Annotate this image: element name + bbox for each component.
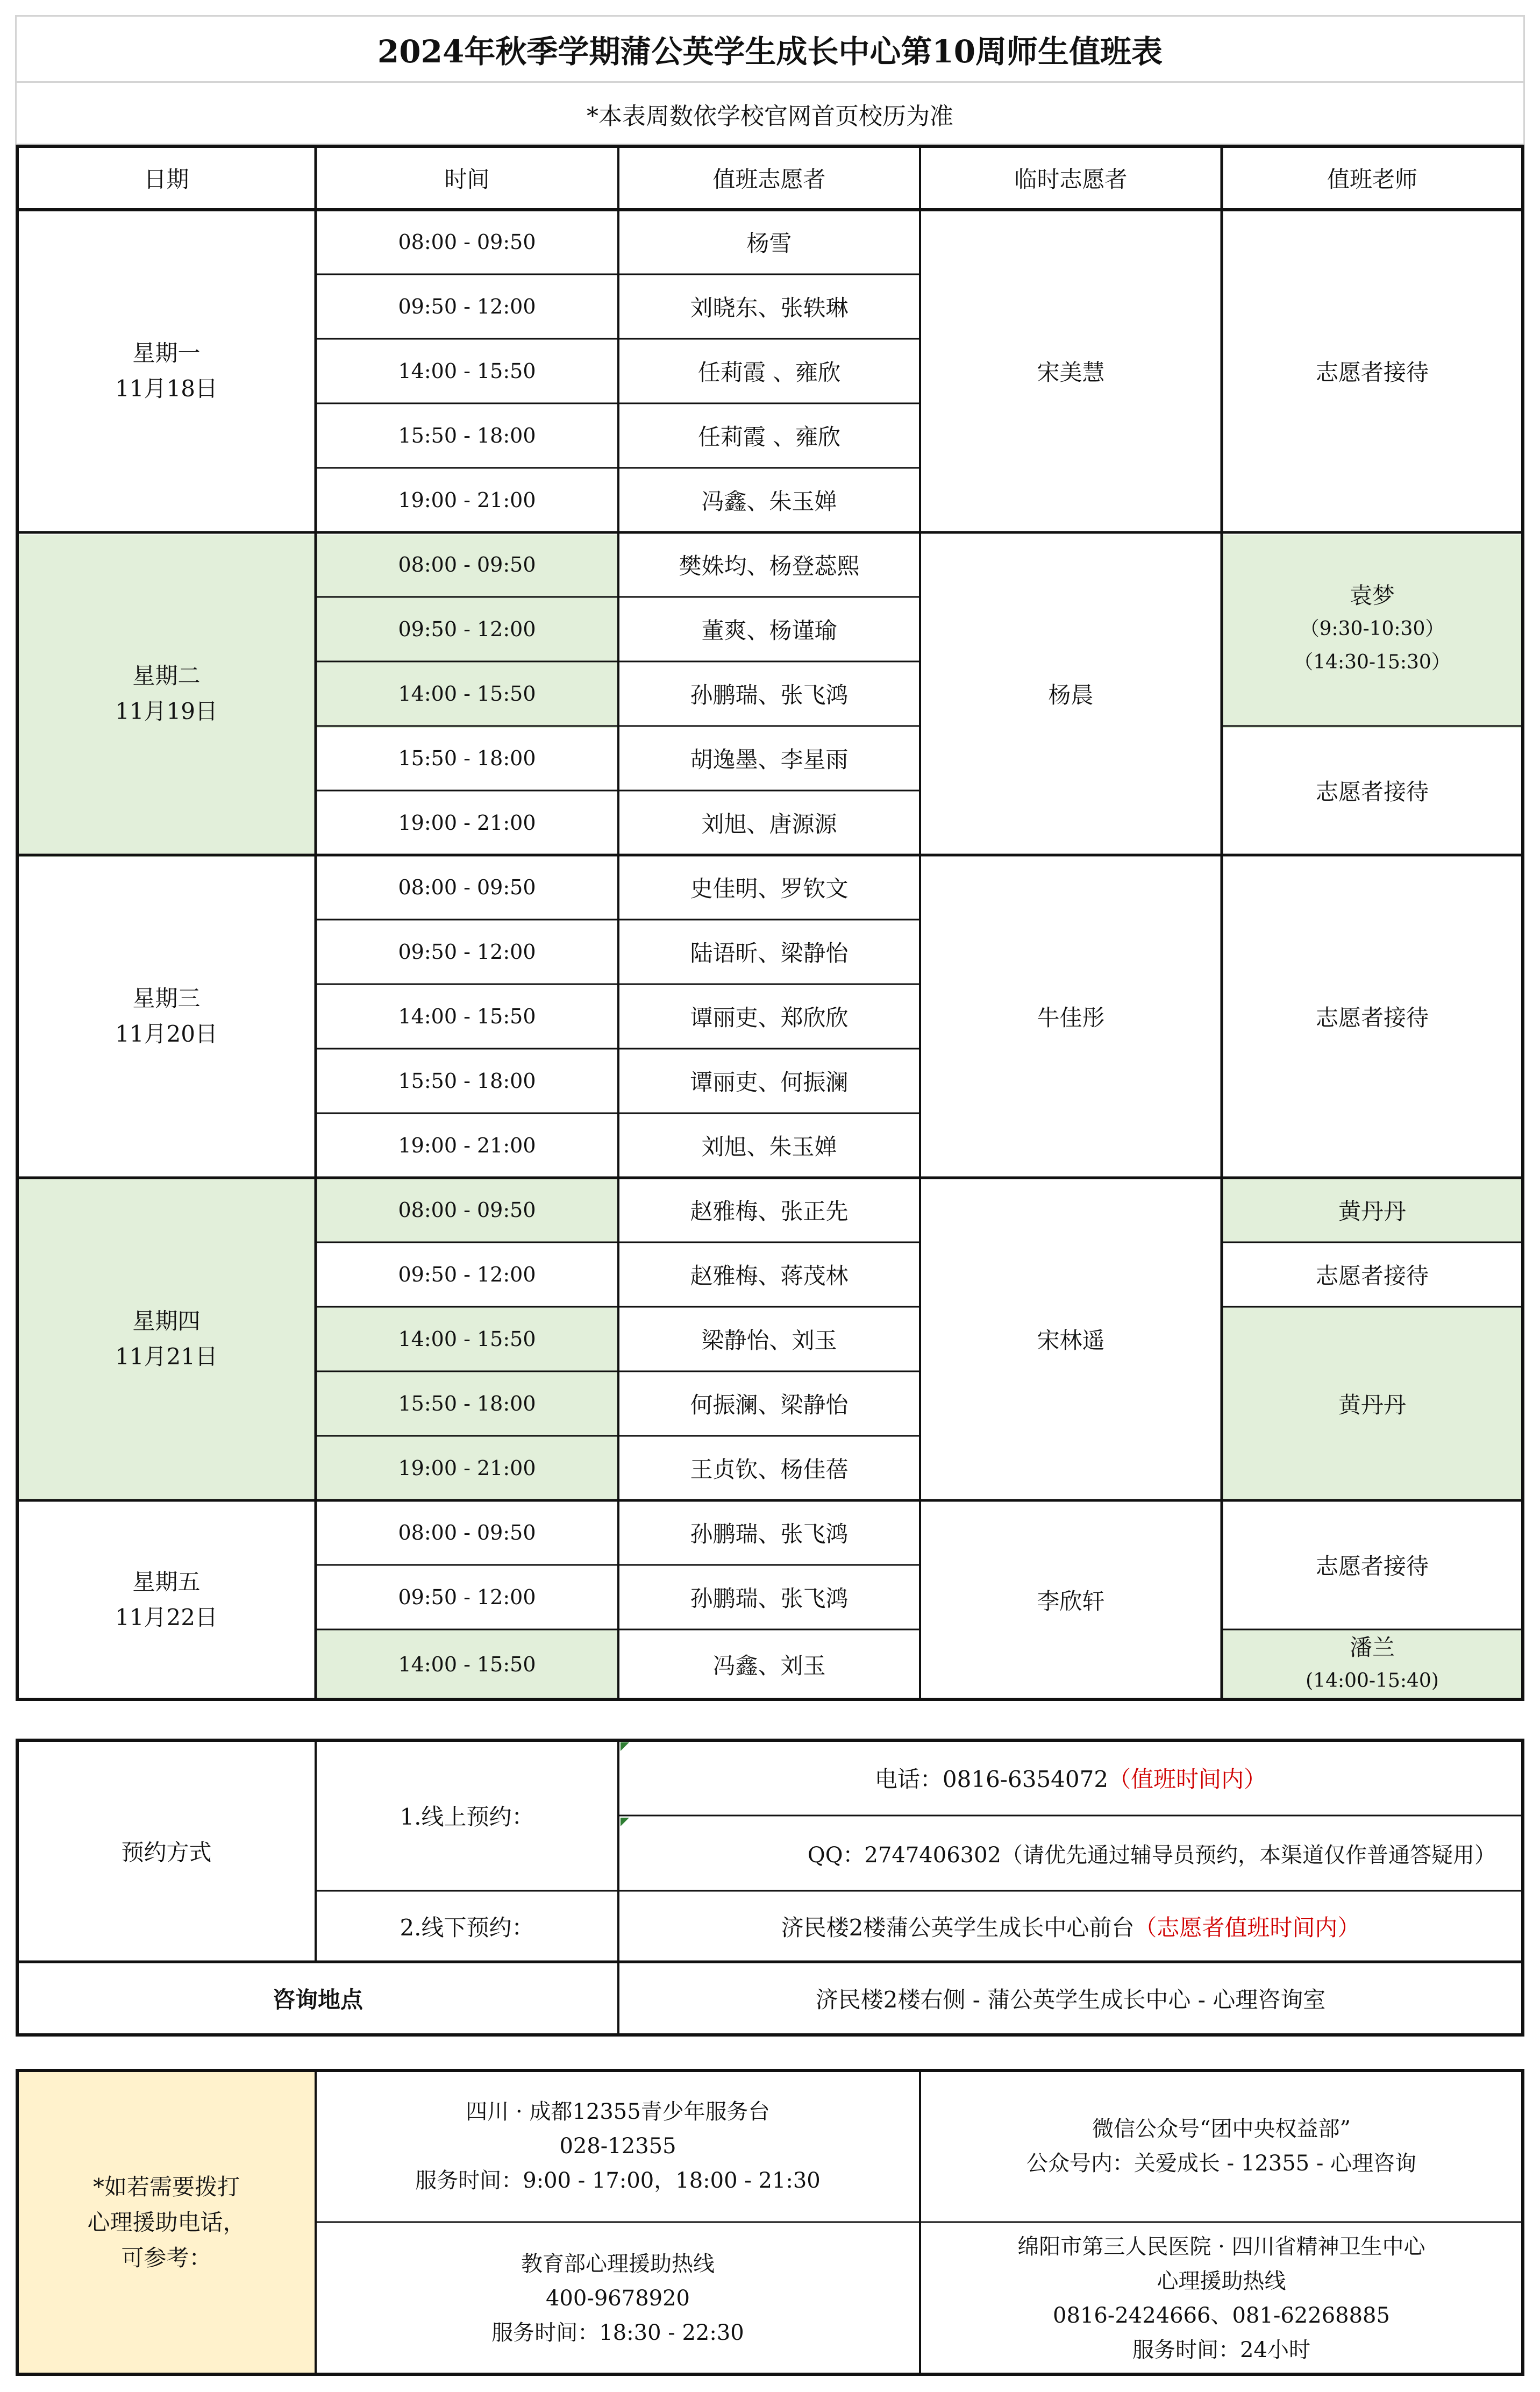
teacher-hours: （9:30-10:30） bbox=[1300, 618, 1445, 640]
time-slot: 08:00 - 09:50 bbox=[398, 875, 536, 899]
time-slot: 09:50 - 12:00 bbox=[398, 940, 536, 964]
date: 11月21日 bbox=[115, 1343, 218, 1370]
time-slot: 15:50 - 18:00 bbox=[398, 1069, 536, 1093]
time-slot: 14:00 - 15:50 bbox=[398, 1653, 536, 1676]
day-cell bbox=[17, 210, 316, 532]
time-slot: 09:50 - 12:00 bbox=[398, 617, 536, 641]
offline-place: 济民楼2楼蒲公英学生成长中心前台 bbox=[781, 1914, 1135, 1941]
time-slot: 09:50 - 12:00 bbox=[398, 1263, 536, 1286]
time-slot: 14:00 - 15:50 bbox=[398, 359, 536, 383]
offline-booking-label: 2.线下预约： bbox=[400, 1914, 534, 1941]
volunteer-names: 任莉霞 、雍欣 bbox=[697, 359, 841, 386]
volunteer-names: 史佳明、罗钦文 bbox=[690, 875, 849, 902]
day-cell bbox=[17, 855, 316, 1178]
temp-volunteer: 宋林遥 bbox=[1037, 1327, 1105, 1354]
hotline-line: 教育部心理援助热线 bbox=[521, 2251, 715, 2276]
time-slot: 19:00 - 21:00 bbox=[398, 811, 536, 835]
weekday: 星期三 bbox=[132, 985, 201, 1012]
volunteer-names: 刘旭、唐源源 bbox=[701, 811, 837, 837]
hotline-mianyang bbox=[920, 2222, 1523, 2374]
volunteer-names: 冯鑫、刘玉 bbox=[712, 1653, 826, 1679]
teacher: 志愿者接待 bbox=[1315, 1553, 1429, 1579]
time-slot: 15:50 - 18:00 bbox=[398, 746, 536, 770]
teacher: 黄丹丹 bbox=[1338, 1198, 1406, 1225]
volunteer-names: 刘旭、朱玉婵 bbox=[701, 1134, 837, 1160]
hotline-line: 公众号内：关爱成长 - 12355 - 心理咨询 bbox=[1026, 2151, 1417, 2176]
hotline-line: 0816-2424666、081-62268885 bbox=[1053, 2303, 1390, 2328]
hotline-label-line: 心理援助电话， bbox=[87, 2209, 246, 2236]
phone-note: （值班时间内） bbox=[1108, 1766, 1267, 1792]
time-slot: 19:00 - 21:00 bbox=[398, 1134, 536, 1157]
time-slot: 15:50 - 18:00 bbox=[398, 1392, 536, 1415]
hotline-label bbox=[17, 2070, 316, 2374]
hotline-line: 服务时间：24小时 bbox=[1132, 2337, 1310, 2362]
header-volunteers: 值班志愿者 bbox=[712, 166, 826, 193]
volunteer-names: 孙鹏瑞、张飞鸿 bbox=[690, 1521, 849, 1547]
header-temp-volunteers: 临时志愿者 bbox=[1014, 166, 1128, 193]
time-slot: 08:00 - 09:50 bbox=[398, 553, 536, 576]
volunteer-names: 赵雅梅、张正先 bbox=[690, 1198, 849, 1225]
hotline-education bbox=[316, 2222, 920, 2374]
hotline-label-line: *如若需要拨打 bbox=[92, 2173, 240, 2200]
volunteer-names: 梁静怡、刘玉 bbox=[701, 1327, 837, 1354]
page-subtitle: *本表周数依学校官网首页校历为准 bbox=[587, 103, 953, 130]
teacher: 志愿者接待 bbox=[1315, 359, 1429, 386]
hotline-line: 400-9678920 bbox=[545, 2286, 690, 2311]
teacher-hours: (14:00-15:40) bbox=[1306, 1670, 1439, 1692]
header-date: 日期 bbox=[144, 166, 189, 193]
teacher-name: 袁梦 bbox=[1349, 582, 1395, 609]
day-cell bbox=[17, 1178, 316, 1500]
temp-volunteer: 李欣轩 bbox=[1037, 1588, 1105, 1614]
volunteer-names: 何振澜、梁静怡 bbox=[690, 1392, 849, 1418]
time-slot: 15:50 - 18:00 bbox=[398, 424, 536, 447]
teacher bbox=[1222, 1629, 1523, 1699]
time-slot: 08:00 - 09:50 bbox=[398, 230, 536, 254]
teacher-hours: （14:30-15:30） bbox=[1294, 651, 1451, 673]
location-label: 咨询地点 bbox=[272, 1987, 363, 2013]
time-slot: 14:00 - 15:50 bbox=[398, 1005, 536, 1028]
day-cell bbox=[17, 532, 316, 855]
volunteer-names: 孙鹏瑞、张飞鸿 bbox=[690, 682, 849, 708]
weekday: 星期二 bbox=[132, 663, 201, 689]
time-slot: 14:00 - 15:50 bbox=[398, 1327, 536, 1351]
teacher: 志愿者接待 bbox=[1315, 1263, 1429, 1289]
hotline-line: 服务时间：9:00 - 17:00，18:00 - 21:30 bbox=[415, 2168, 821, 2193]
volunteer-names: 董爽、杨谨瑜 bbox=[701, 617, 837, 644]
volunteer-names: 冯鑫、朱玉婵 bbox=[701, 488, 837, 515]
online-booking-label: 1.线上预约： bbox=[400, 1804, 534, 1830]
date: 11月19日 bbox=[115, 698, 218, 724]
phone-number: 电话：0816-6354072 bbox=[874, 1766, 1109, 1792]
volunteer-names: 杨雪 bbox=[746, 230, 792, 257]
date: 11月20日 bbox=[115, 1021, 218, 1047]
booking-label: 预约方式 bbox=[121, 1839, 212, 1866]
weekday: 星期五 bbox=[132, 1569, 201, 1595]
hotline-sichuan bbox=[316, 2070, 920, 2222]
date: 11月18日 bbox=[115, 375, 218, 402]
page-title: 2024年秋季学期蒲公英学生成长中心第10周师生值班表 bbox=[377, 33, 1163, 70]
temp-volunteer: 宋美慧 bbox=[1037, 359, 1105, 386]
volunteer-names: 孙鹏瑞、张飞鸿 bbox=[690, 1585, 849, 1612]
teacher: 黄丹丹 bbox=[1338, 1392, 1406, 1418]
booking-phone bbox=[618, 1740, 1523, 1816]
day-cell bbox=[17, 1500, 316, 1699]
location: 济民楼2楼右侧 - 蒲公英学生成长中心 - 心理咨询室 bbox=[815, 1987, 1326, 2013]
booking-qq: QQ：2747406302（请优先通过辅导员预约，本渠道仅作普通答疑用） bbox=[807, 1842, 1496, 1868]
temp-volunteer: 杨晨 bbox=[1048, 682, 1094, 708]
header-time: 时间 bbox=[444, 166, 490, 193]
hotline-label-line: 可参考： bbox=[121, 2244, 212, 2271]
volunteer-names: 樊姝均、杨登蕊熙 bbox=[679, 553, 860, 579]
teacher: 志愿者接待 bbox=[1315, 1005, 1429, 1031]
teacher-name: 潘兰 bbox=[1349, 1634, 1395, 1661]
hotline-line: 028-12355 bbox=[559, 2134, 676, 2159]
hotline-line: 微信公众号“团中央权益部” bbox=[1092, 2117, 1351, 2141]
time-slot: 14:00 - 15:50 bbox=[398, 682, 536, 706]
weekday: 星期四 bbox=[132, 1308, 201, 1334]
hotline-line: 绵阳市第三人民医院 · 四川省精神卫生中心 bbox=[1017, 2234, 1425, 2259]
time-slot: 08:00 - 09:50 bbox=[398, 1198, 536, 1222]
time-slot: 09:50 - 12:00 bbox=[398, 1585, 536, 1609]
volunteer-names: 胡逸墨、李星雨 bbox=[690, 746, 849, 773]
volunteer-names: 谭丽吏、郑欣欣 bbox=[690, 1005, 849, 1031]
time-slot: 08:00 - 09:50 bbox=[398, 1521, 536, 1544]
volunteer-names: 刘晓东、张轶琳 bbox=[690, 295, 849, 321]
time-slot: 19:00 - 21:00 bbox=[398, 488, 536, 512]
weekday: 星期一 bbox=[132, 340, 201, 366]
date: 11月22日 bbox=[115, 1604, 218, 1631]
teacher: 志愿者接待 bbox=[1315, 779, 1429, 805]
hotline-line: 心理援助热线 bbox=[1157, 2268, 1286, 2294]
hotline-line: 四川 · 成都12355青少年服务台 bbox=[466, 2099, 770, 2124]
teacher bbox=[1222, 532, 1523, 726]
offline-note: （志愿者值班时间内） bbox=[1134, 1914, 1360, 1941]
volunteer-names: 任莉霞 、雍欣 bbox=[697, 424, 841, 450]
volunteer-names: 王贞钦、杨佳蓓 bbox=[690, 1456, 849, 1483]
time-slot: 09:50 - 12:00 bbox=[398, 295, 536, 318]
header-teacher: 值班老师 bbox=[1327, 166, 1417, 193]
time-slot: 19:00 - 21:00 bbox=[398, 1456, 536, 1480]
booking-offline bbox=[618, 1891, 1523, 1962]
volunteer-names: 赵雅梅、蒋茂林 bbox=[690, 1263, 849, 1289]
temp-volunteer: 牛佳彤 bbox=[1037, 1005, 1105, 1031]
volunteer-names: 谭丽吏、何振澜 bbox=[690, 1069, 849, 1095]
hotline-wechat bbox=[920, 2070, 1523, 2222]
hotline-line: 服务时间：18:30 - 22:30 bbox=[491, 2320, 744, 2345]
volunteer-names: 陆语昕、梁静怡 bbox=[690, 940, 849, 966]
